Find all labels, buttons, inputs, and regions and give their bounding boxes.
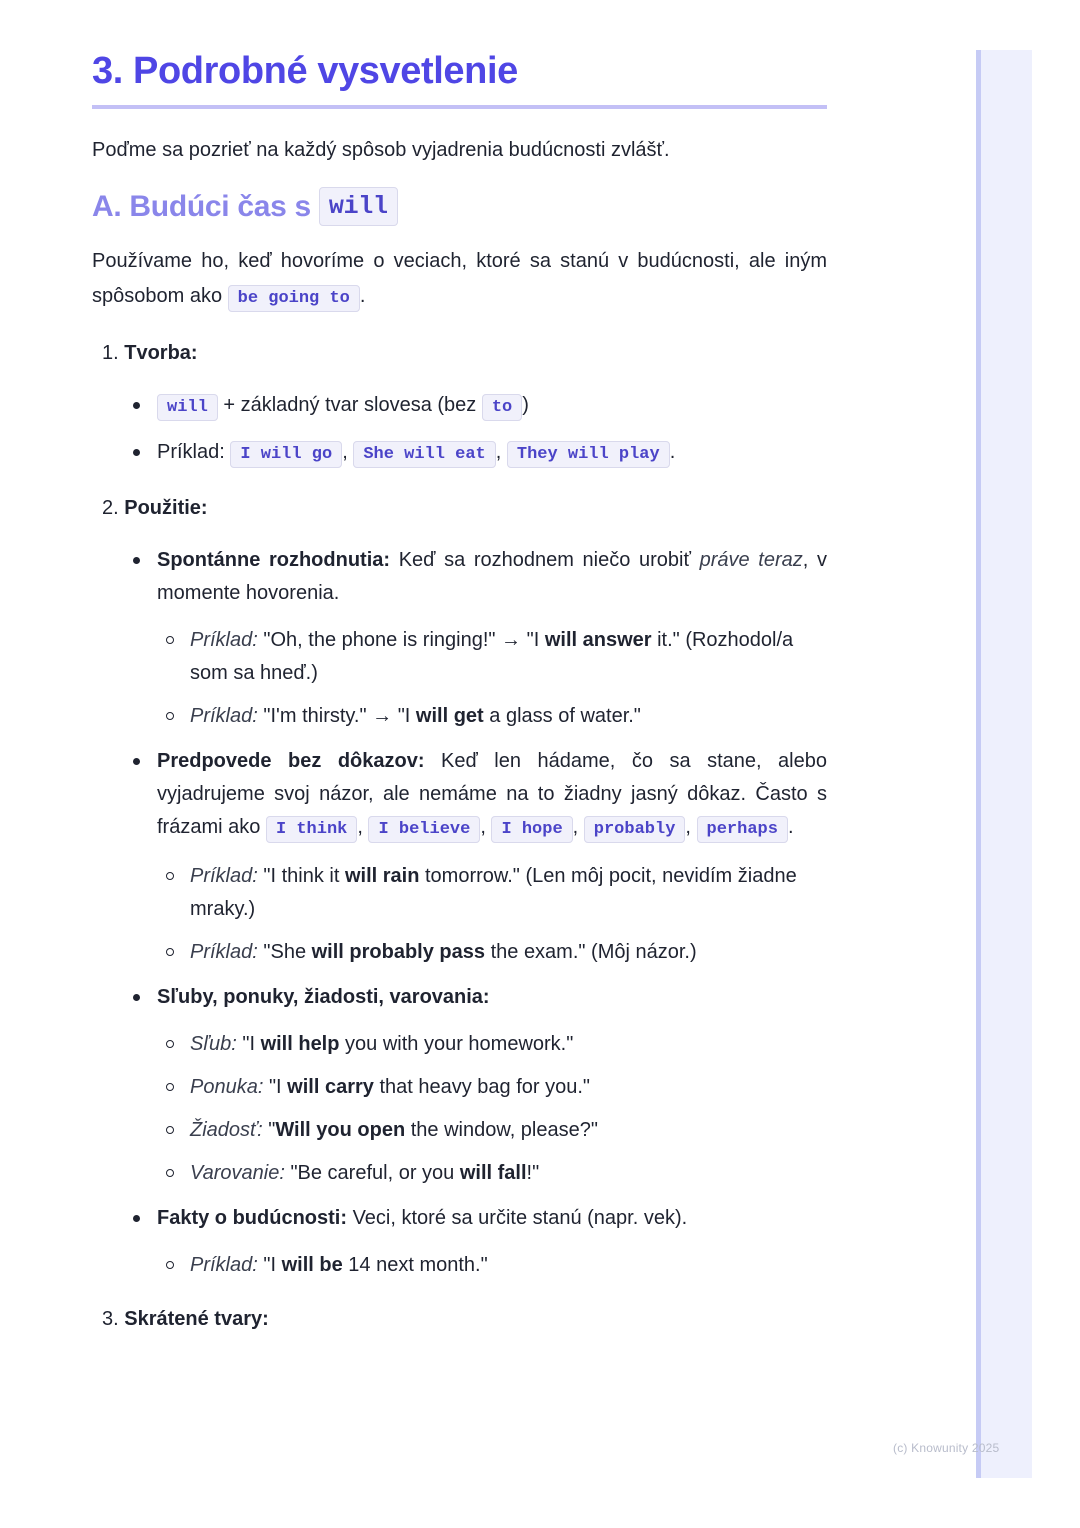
list-item: [157, 389, 827, 424]
formation-end: ): [522, 394, 529, 416]
usage-emphasis: práve teraz: [699, 549, 803, 571]
formation-text: + základný tvar slovesa (bez: [223, 394, 477, 416]
pouzitie-label: Použitie:: [124, 497, 208, 519]
tvorba-title: [92, 336, 827, 371]
section-a-title: A. Budúci čas s: [92, 189, 311, 223]
example-bold: will rain: [344, 865, 420, 887]
code-example: They will play: [507, 441, 670, 468]
usage-label: Spontánne rozhodnutia:: [157, 549, 391, 571]
code-phrase: I think: [266, 816, 357, 843]
example-label: Príklad:: [190, 705, 258, 727]
list-number: 3.: [102, 1308, 119, 1330]
example-list: [157, 860, 827, 969]
example-bold: will probably pass: [311, 941, 486, 963]
code-phrase: probably: [584, 816, 686, 843]
list-item: [157, 981, 827, 1190]
list-item: [190, 1249, 827, 1282]
code-phrase: perhaps: [697, 816, 788, 843]
example-text: tomorrow." (Len môj pocit, nevidím žiadne mraky.): [190, 865, 797, 920]
main-list: [92, 336, 827, 1337]
example-bold: will carry: [287, 1076, 374, 1098]
example-text: "I think it: [263, 865, 340, 887]
example-bold: will get: [415, 705, 484, 727]
list-item-skratene: [92, 1302, 827, 1337]
example-text: you with your homework.": [345, 1033, 574, 1055]
usage-text: Keď len hádame, čo sa stane, alebo vyjadrujeme svoj názor, ale nemáme na to žiadny jasný dôkaz. Často s frázami ako: [157, 750, 827, 838]
pouzitie-bullets: [92, 544, 827, 1282]
pouzitie-title: [92, 491, 827, 526]
list-item: [157, 544, 827, 733]
example-text: "I: [268, 1076, 282, 1098]
separator: ,: [495, 441, 502, 463]
list-item: [157, 436, 827, 471]
example-list: [157, 1249, 827, 1282]
example-label: Ponuka:: [190, 1076, 264, 1098]
example-bold: will fall: [459, 1162, 527, 1184]
example-text: the window, please?": [410, 1119, 598, 1141]
list-item: [190, 1028, 827, 1061]
example-text: "I'm thirsty." → "I: [263, 705, 411, 727]
example-label: Príklad:: [157, 441, 225, 463]
example-text: "I: [242, 1033, 255, 1055]
example-text: the exam." (Môj názor.): [490, 941, 697, 963]
code-be-going-to: be going to: [228, 285, 360, 312]
usage-label: Fakty o budúcnosti:: [157, 1207, 347, 1229]
usage-text: , v momente hovorenia.: [157, 549, 827, 604]
list-number: 2.: [102, 497, 119, 519]
page-title: 3. Podrobné vysvetlenie: [92, 50, 827, 109]
example-text: 14 next month.": [348, 1254, 488, 1276]
description-end: .: [359, 285, 366, 307]
example-text: "Oh, the phone is ringing!" → "I: [263, 629, 540, 651]
example-text: "I: [263, 1254, 277, 1276]
example-label: Varovanie:: [190, 1162, 285, 1184]
example-text: "Be careful, or you: [290, 1162, 455, 1184]
example-bold: Will you open: [275, 1119, 406, 1141]
example-label: Príklad:: [190, 629, 258, 651]
code-phrase: I hope: [491, 816, 572, 843]
separator: .: [669, 441, 676, 463]
example-label: Príklad:: [190, 1254, 258, 1276]
watermark: (c) Knowunity 2025: [893, 1441, 1000, 1455]
list-item: [190, 936, 827, 969]
separator: ,: [342, 441, 348, 463]
example-bold: will answer: [544, 629, 652, 651]
usage-label: Predpovede bez dôkazov:: [157, 750, 425, 772]
intro-paragraph: Poďme sa pozrieť na každý spôsob vyjadrenia budúcnosti zvlášť.: [92, 139, 670, 161]
list-number: 1.: [102, 342, 119, 364]
list-item-tvorba: [92, 336, 827, 471]
example-bold: will help: [260, 1033, 340, 1055]
example-bold: will be: [281, 1254, 343, 1276]
example-label: Príklad:: [190, 865, 258, 887]
list-item: [190, 860, 827, 926]
example-text: "She: [263, 941, 307, 963]
code-phrase: I believe: [368, 816, 480, 843]
list-item: [190, 624, 827, 690]
example-text: !": [526, 1162, 540, 1184]
code-example: I will go: [230, 441, 342, 468]
list-item: Predpovede bez dôkazov: Keď len hádame, čo sa stane, alebo vyjadrujeme svoj názor, ale nemáme na to žiadny jasný dôkaz. Často s frázami ako I think , I believe , I hope , probably , perhaps . Príklad: "I think it will rain tomorrow." (Len môj pocit, nevidím žiadne mraky.) Príklad: "She will probably pass the exam." (Môj názor.): [157, 745, 827, 969]
usage-text: Veci, ktoré sa určite stanú (napr. vek).: [352, 1207, 688, 1229]
list-item: [190, 1157, 827, 1190]
tvorba-bullets: [92, 389, 827, 471]
list-item: [190, 1071, 827, 1104]
list-item-pouzitie: [92, 491, 827, 1282]
code-to: to: [482, 394, 522, 421]
example-text: it." (Rozhodol/a som sa hneď.): [190, 629, 794, 684]
tvorba-label: Tvorba:: [124, 342, 198, 364]
usage-text: Keď sa rozhodnem niečo urobiť: [398, 549, 691, 571]
usage-end: .: [787, 816, 794, 838]
usage-label: Sľuby, ponuky, žiadosti, varovania:: [157, 986, 490, 1008]
right-margin-bar: [976, 50, 1032, 1478]
code-example: She will eat: [353, 441, 495, 468]
code-will: will: [157, 394, 218, 421]
list-item: [190, 700, 827, 733]
example-list: [157, 1028, 827, 1190]
example-label: Príklad:: [190, 941, 258, 963]
list-item: [190, 1114, 827, 1147]
description-text: Používame ho, keď hovoríme o veciach, ktoré sa stanú v budúcnosti, ale iným spôsobom ako: [92, 250, 827, 307]
example-label: Žiadosť:: [190, 1119, 263, 1141]
example-text: that heavy bag for you.": [379, 1076, 591, 1098]
example-text: a glass of water.": [489, 705, 641, 727]
section-a-heading: [92, 187, 827, 226]
code-will: will: [319, 187, 398, 226]
list-item: [157, 1202, 827, 1282]
example-label: Sľub:: [190, 1033, 237, 1055]
example-list: [157, 624, 827, 733]
document-content: [92, 50, 827, 1337]
section-a-description: [92, 244, 827, 316]
skratene-title: [92, 1302, 827, 1337]
skratene-label: Skrátené tvary:: [124, 1308, 269, 1330]
example-text: ": [268, 1119, 276, 1141]
